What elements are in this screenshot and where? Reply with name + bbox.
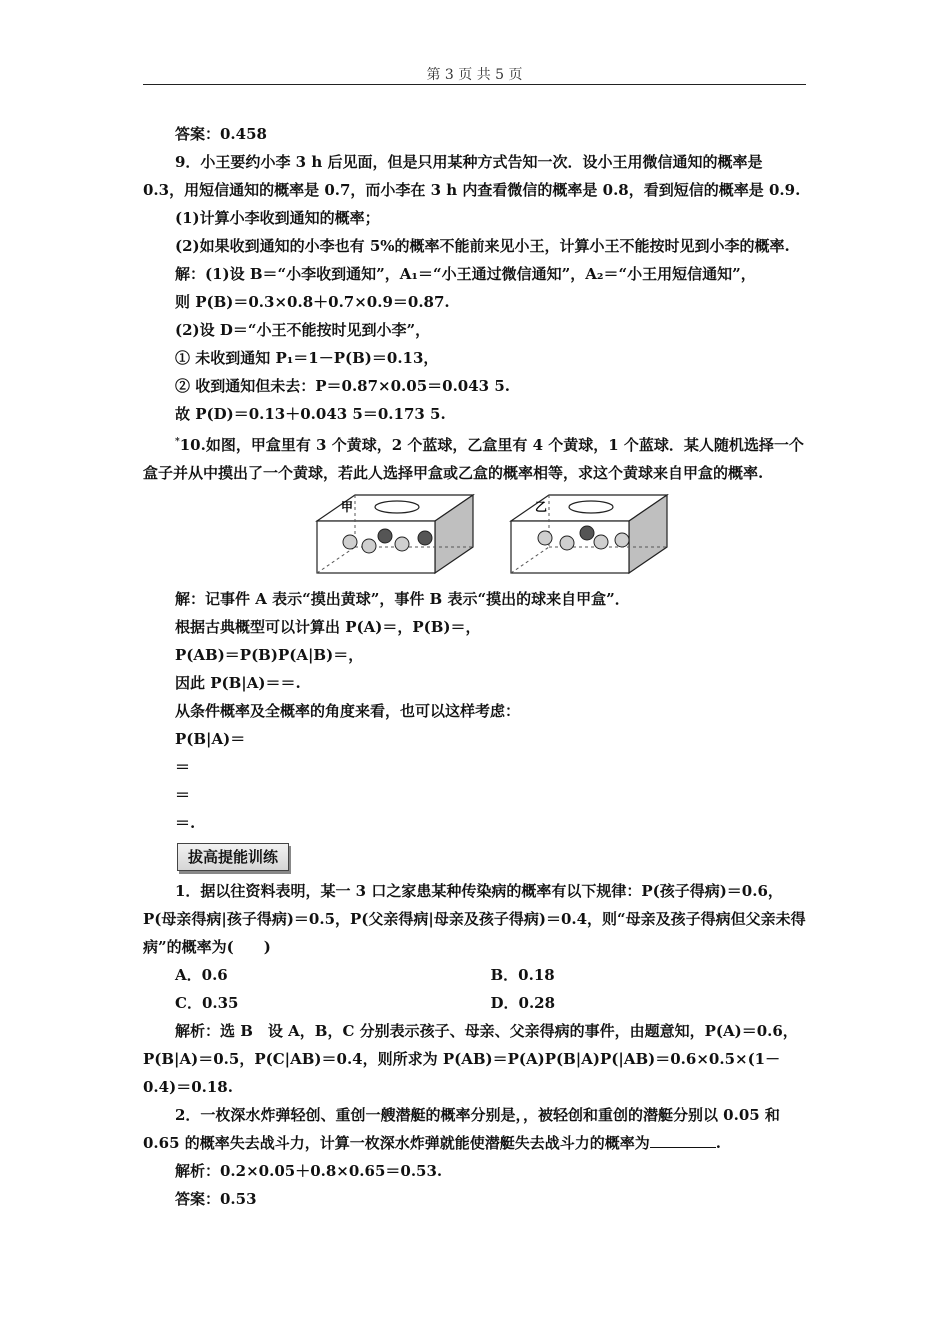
solution-9-line-3: (2)设 D＝“小王不能按时见到小李”， [175,321,431,339]
question-2-end: . [715,1134,721,1152]
question-9-part-1: (1)计算小李收到通知的概率； [175,209,380,227]
solution-10-line-3: P(AB)＝P(B)P(A|B)＝， [175,646,364,664]
solution-10-line-8: ＝ [175,786,191,804]
question-1: 1．据以往资料表明，某一 3 口之家患某种传染病的概率有以下规律：P(孩子得病)＝0.6，P(母亲得病|孩子得病)＝0.5，P(父亲得病|母亲及孩子得病)＝0.4，则“母亲及孩子得病但父亲未得病”的概率为( ) [143,882,806,956]
section-banner-title: 拔高提能训练 [177,843,289,871]
solution-10-line-9: ＝. [175,814,196,832]
boxes-illustration [315,493,675,579]
page-number-header: 第 3 页 共 5 页 [426,67,523,83]
analysis-2: 解析：0.2×0.05＋0.8×0.65＝0.53. [175,1162,443,1180]
solution-10-line-5: 从条件概率及全概率的角度来看，也可以这样考虑： [175,702,521,720]
option-b: B．0.18 [490,966,555,984]
boxes-figure [143,491,806,583]
solution-9-line-4: ① 未收到通知 P₁＝1－P(B)＝0.13， [175,349,439,367]
option-d: D．0.28 [490,994,556,1012]
box-jia-label: 甲 [341,500,354,514]
solution-10-line-1: 解：记事件 A 表示“摸出黄球”，事件 B 表示“摸出的球来自甲盒”． [175,590,630,608]
option-c: C．0.35 [175,994,239,1012]
answer-8: 答案：0.458 [175,125,267,143]
question-2-text: 2．一枚深水炸弹轻创、重创一艘潜艇的概率分别是，，被轻创和重创的潜艇分别以 0.05 和 0.65 的概率失去战斗力，计算一枚深水炸弹就能使潜艇失去战斗力的概率为 [143,1106,780,1152]
solution-9-line-2: 则 P(B)＝0.3×0.8＋0.7×0.9＝0.87. [175,293,450,311]
solution-10-line-6: P(B|A)＝ [175,730,246,748]
header-divider [143,84,806,85]
question-2 [143,1101,806,1157]
analysis-1: 解析：选 B 设 A，B，C 分别表示孩子、母亲、父亲得病的事件，由题意知，P(A)＝0.6，P(B|A)＝0.5，P(C|AB)＝0.4，则所求为 P(AB)＝P(A)P(B|A)P(|AB)＝0.6×0.5×(1－0.4)＝0.18. [143,1022,798,1096]
question-9-part-2: (2)如果收到通知的小李也有 5%的概率不能前来见小王，计算小王不能按时见到小李的概率. [175,237,790,255]
star-marker: * [175,437,180,447]
box-yi [511,495,667,573]
box-jia [317,495,473,573]
solution-9-line-5: ② 收到通知但未去：P＝0.87×0.05＝0.043 5. [175,377,510,395]
section-banner [177,843,289,871]
solution-10-line-4: 因此 P(B|A)＝＝. [175,674,301,692]
solution-10-line-2: 根据古典概型可以计算出 P(A)＝，P(B)＝， [175,618,481,636]
answer-2: 答案：0.53 [175,1190,257,1208]
solution-9-line-6: 故 P(D)＝0.13＋0.043 5＝0.173 5. [175,405,446,423]
solution-10-line-7: ＝ [175,758,191,776]
answer-blank [650,1131,716,1148]
question-10-text: 10.如图，甲盒里有 3 个黄球，2 个蓝球，乙盒里有 4 个黄球，1 个蓝球．某人随机选择一个盒子并从中摸出了一个黄球，若此人选择甲盒或乙盒的概率相等，求这个黄球来自甲盒的概率. [143,436,804,482]
option-a: A．0.6 [175,966,228,984]
document-body [143,120,806,1213]
options-row-1 [143,961,806,989]
solution-9-line-1: 解：(1)设 B＝“小李收到通知”，A₁＝“小王通过微信通知”，A₂＝“小王用短信通知”， [175,265,756,283]
question-10 [143,428,806,487]
question-9: 9．小王要约小李 3 h 后见面，但是只用某种方式告知一次．设小王用微信通知的概率是 0.3，用短信通知的概率是 0.7，而小李在 3 h 内查看微信的概率是 0.8，看到短信的概率是 0.9. [143,153,801,199]
options-row-2 [143,989,806,1017]
box-yi-label: 乙 [535,500,548,514]
